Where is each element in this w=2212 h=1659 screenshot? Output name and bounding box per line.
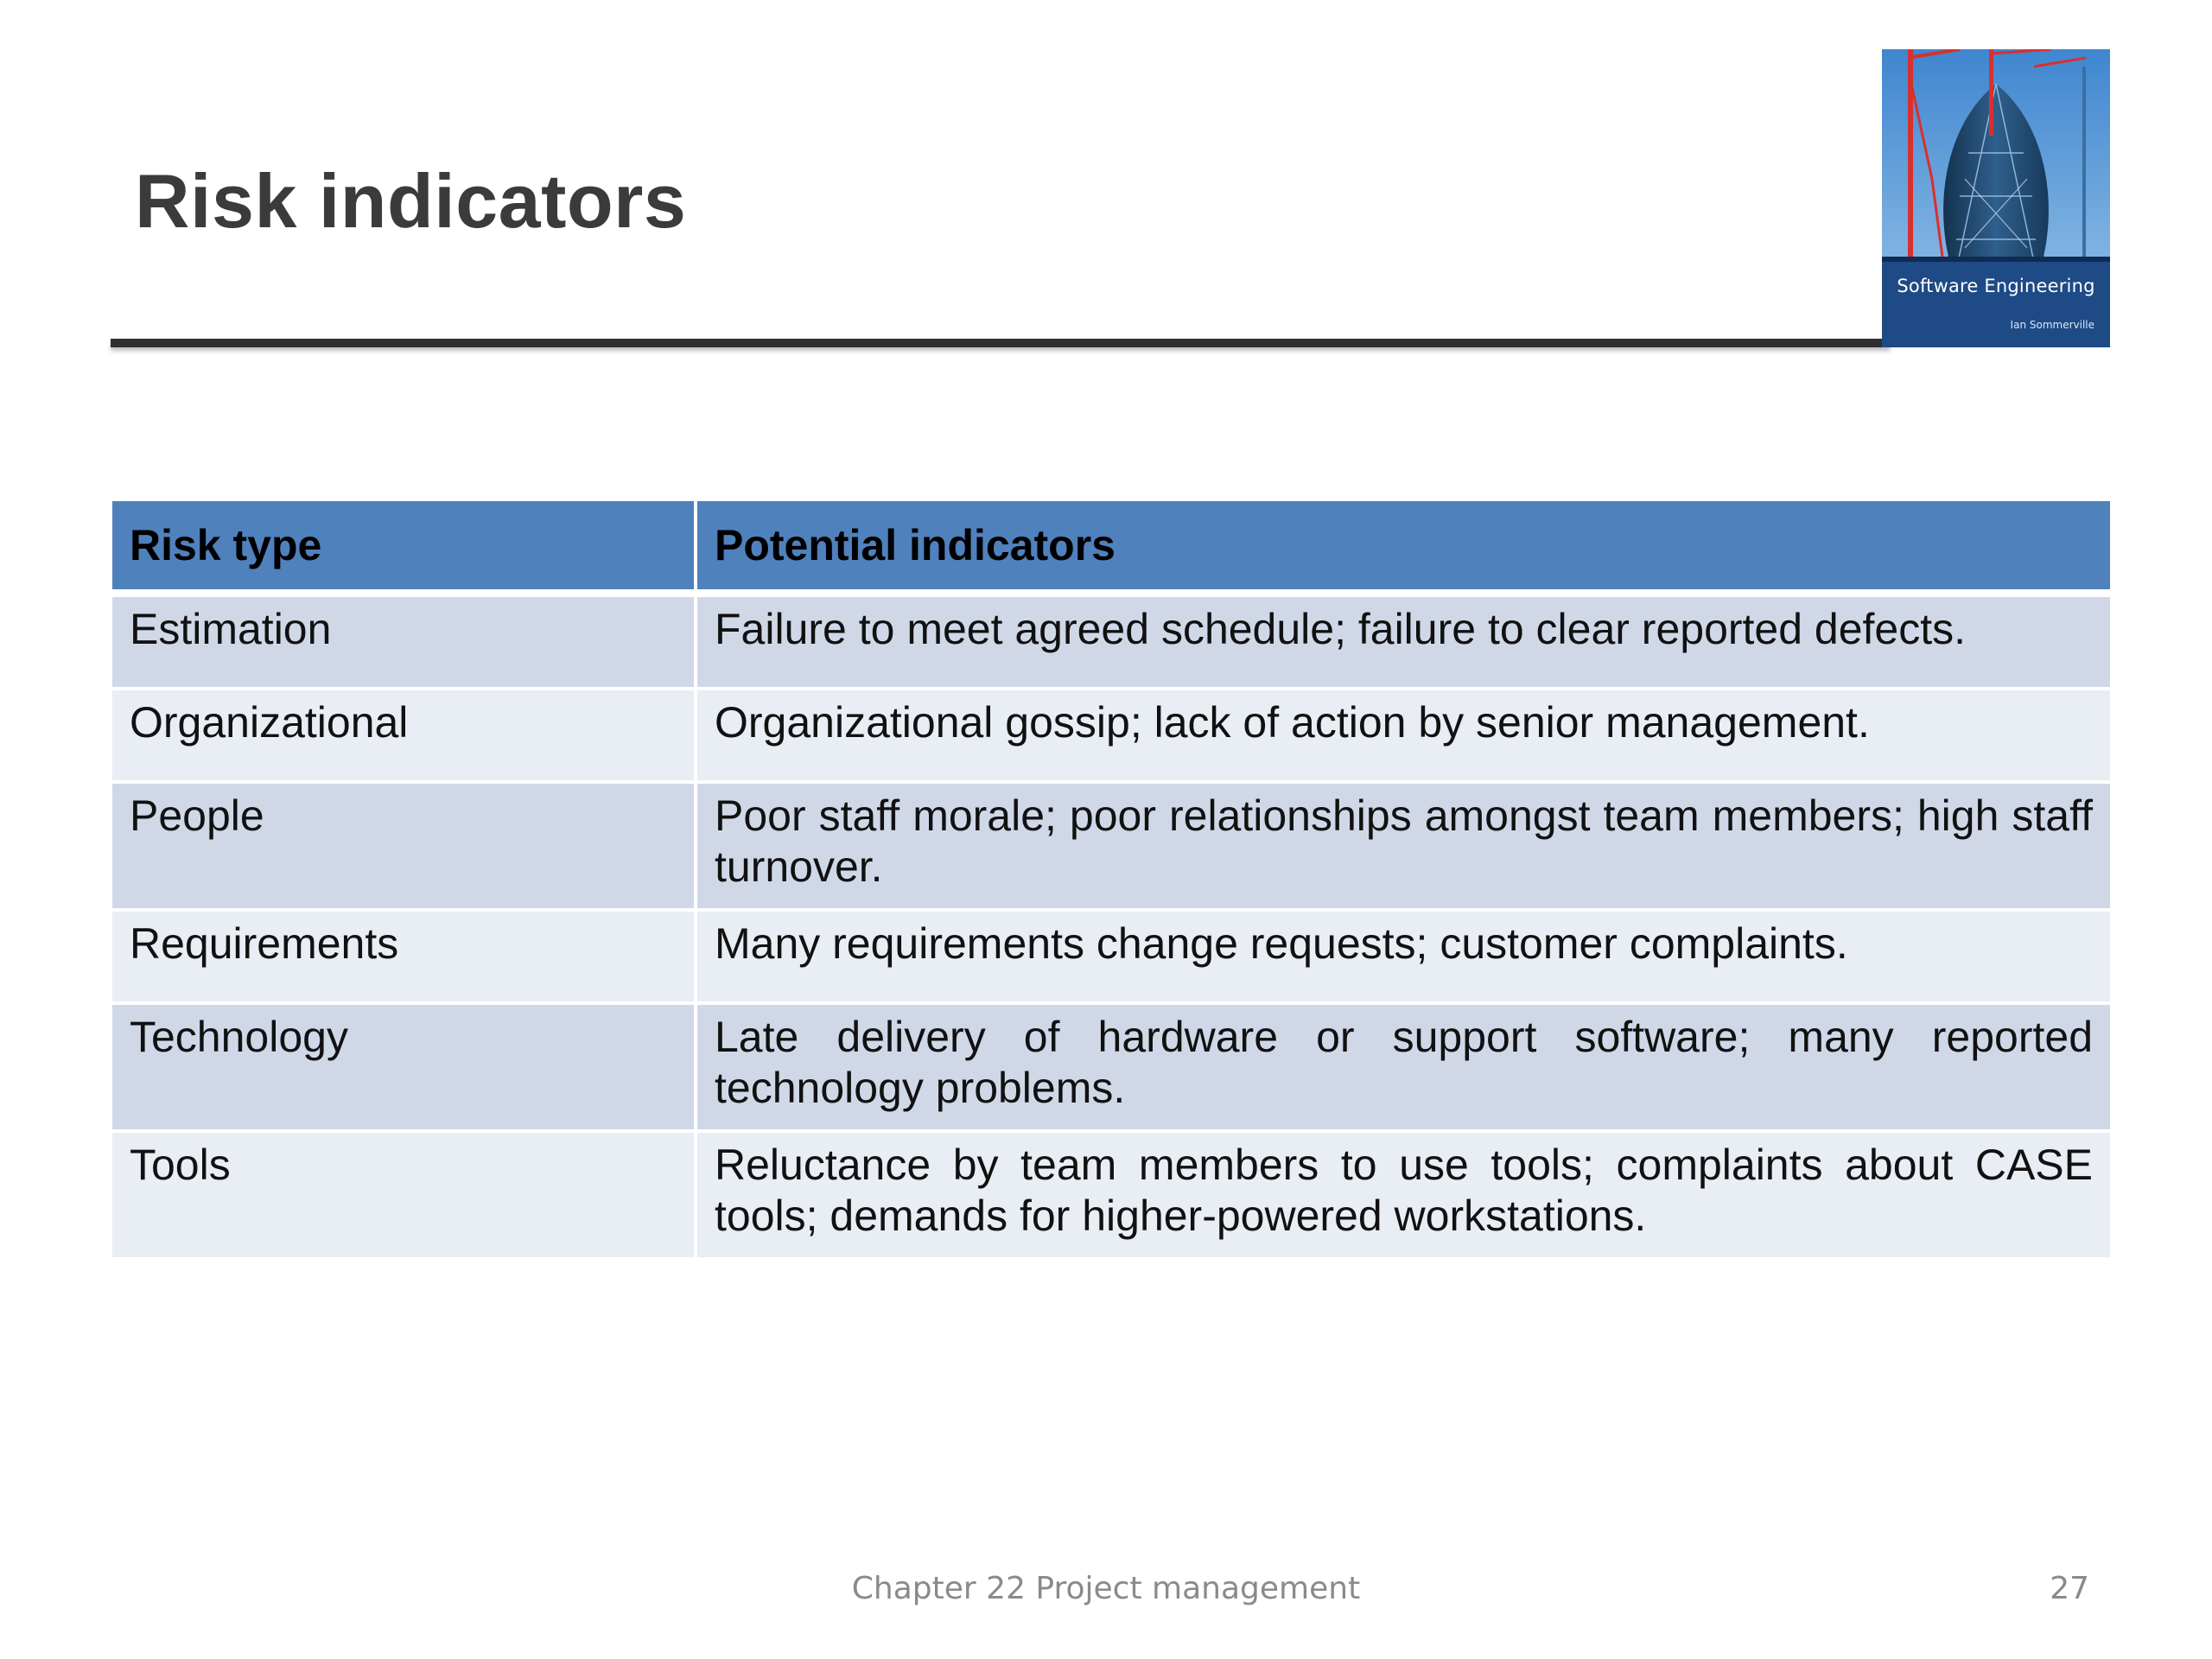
risk-type-cell: People (112, 782, 696, 910)
title-divider (111, 339, 1891, 347)
risk-type-cell: Tools (112, 1131, 696, 1257)
footer-chapter-label: Chapter 22 Project management (851, 1571, 1361, 1606)
risk-type-cell: Organizational (112, 689, 696, 782)
book-cover-image (1882, 49, 2110, 347)
book-cover-title: Software Engineering (1897, 276, 2095, 296)
table-row (112, 1131, 2110, 1257)
indicators-cell: Organizational gossip; lack of action by senior management. (696, 689, 2110, 782)
indicators-cell: Reluctance by team members to use tools; complaints about CASE tools; demands for higher-powered workstations. (696, 1131, 2110, 1257)
header-potential-indicators: Potential indicators (696, 501, 2110, 594)
slide-title: Risk indicators (135, 158, 687, 244)
indicators-cell: Late delivery of hardware or support software; many reported technology problems. (696, 1003, 2110, 1131)
slide-page-number: 27 (2050, 1571, 2089, 1606)
table-row (112, 689, 2110, 782)
table-row (112, 594, 2110, 690)
table-row (112, 1003, 2110, 1131)
table-row (112, 910, 2110, 1003)
header-risk-type: Risk type (112, 501, 696, 594)
risk-indicators-table (112, 501, 2110, 1257)
table-row (112, 782, 2110, 910)
table-header-row (112, 501, 2110, 594)
indicators-cell: Many requirements change requests; customer complaints. (696, 910, 2110, 1003)
indicators-cell: Poor staff morale; poor relationships amongst team members; high staff turnover. (696, 782, 2110, 910)
risk-type-cell: Estimation (112, 594, 696, 690)
risk-type-cell: Requirements (112, 910, 696, 1003)
book-cover-author: Ian Sommerville (2010, 319, 2094, 331)
risk-type-cell: Technology (112, 1003, 696, 1131)
indicators-cell: Failure to meet agreed schedule; failure to clear reported defects. (696, 594, 2110, 690)
book-cover-illustration (1882, 49, 2110, 347)
